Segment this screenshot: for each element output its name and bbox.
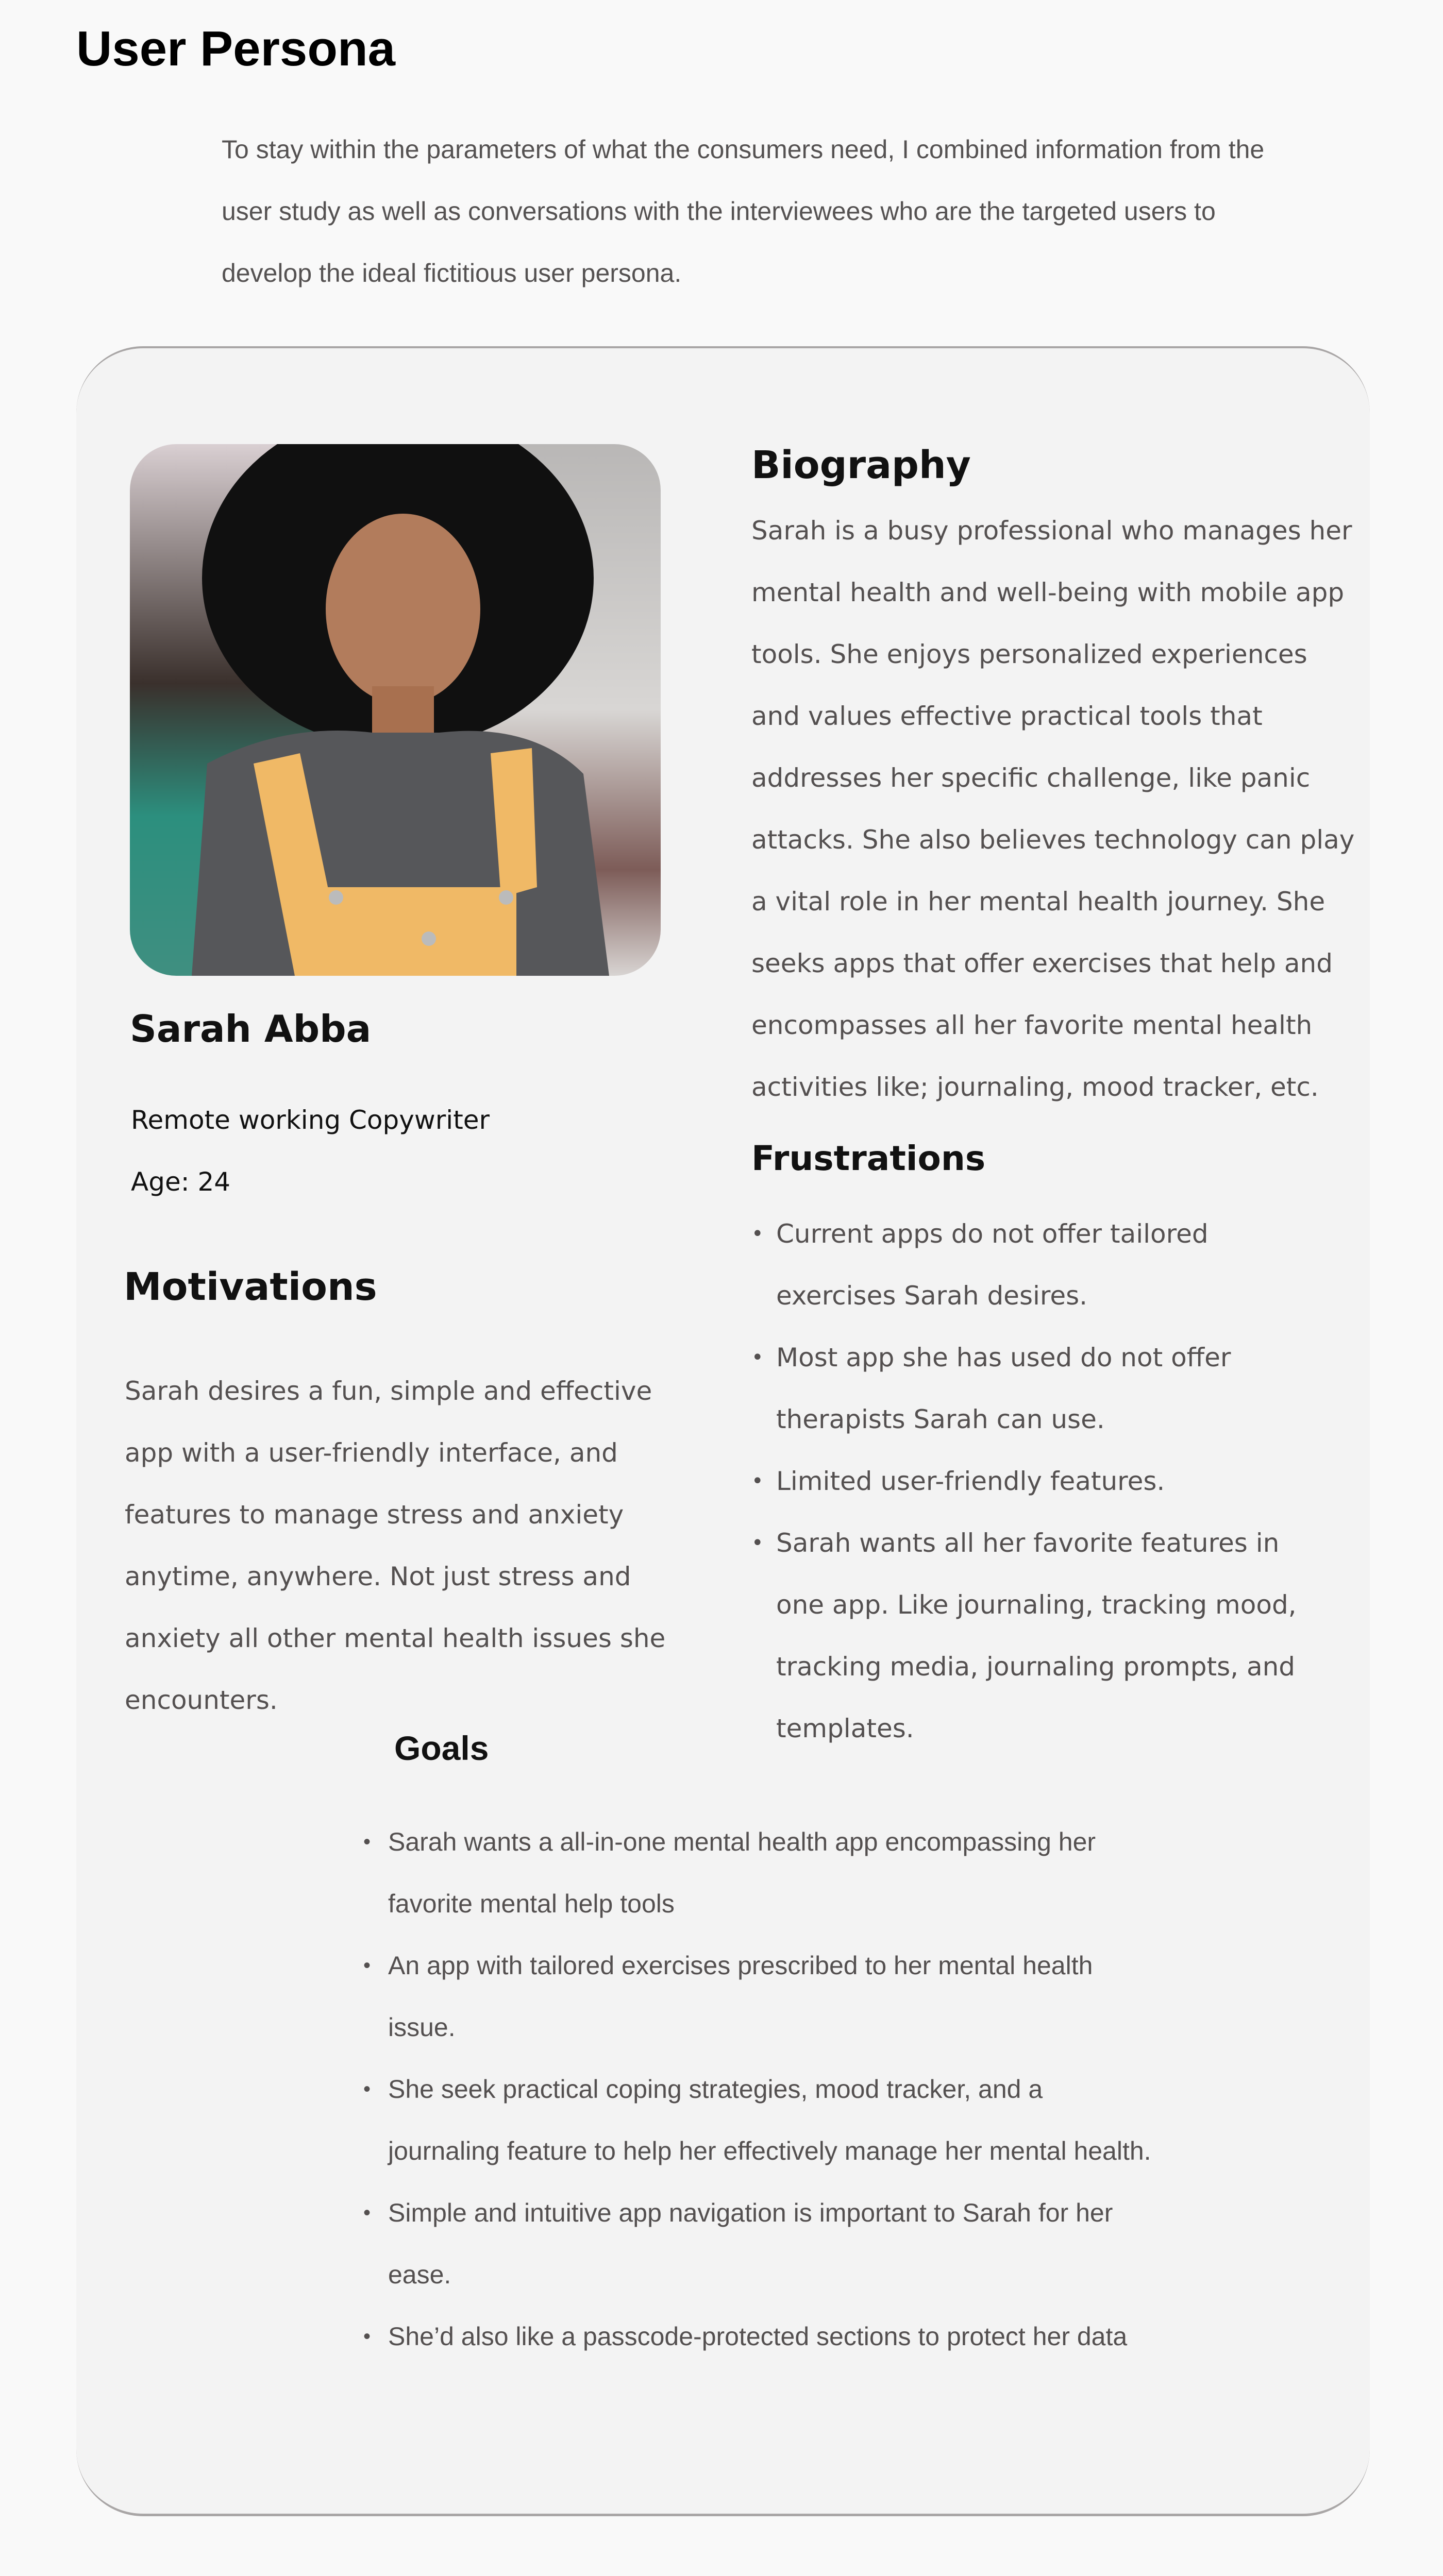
persona-name: Sarah Abba xyxy=(130,1007,372,1050)
bullet-icon: • xyxy=(363,1831,371,1853)
bullet-icon: • xyxy=(363,1954,371,1977)
persona-photo xyxy=(130,444,661,976)
biography-heading: Biography xyxy=(751,443,971,487)
goals-heading: Goals xyxy=(394,1729,489,1767)
face xyxy=(326,514,480,704)
persona-role: Remote working Copywriter xyxy=(131,1105,490,1135)
frustrations-list xyxy=(751,1203,1318,1759)
bullet-icon: • xyxy=(363,2201,371,2224)
list-item-text: Current apps do not offer tailored exercises Sarah desires. xyxy=(776,1219,1209,1311)
bullet-icon: • xyxy=(751,1222,764,1246)
persona-photo-icon xyxy=(130,444,661,976)
list-item xyxy=(751,1512,1318,1759)
bullet-icon: • xyxy=(751,1531,764,1555)
intro-paragraph: To stay within the parameters of what the consumers need, I combined information from the user study as well as conversations with the interviewees who are the targeted users to develop the ideal fictitious user persona. xyxy=(222,135,1265,287)
list-item-text: Simple and intuitive app navigation is important to Sarah for her ease. xyxy=(388,2198,1113,2289)
list-item xyxy=(751,1203,1318,1327)
list-item-text: Most app she has used do not offer therapists Sarah can use. xyxy=(776,1343,1231,1434)
list-item xyxy=(363,2058,1157,2182)
list-item-text: Sarah wants all her favorite features in one app. Like journaling, tracking mood, tracking media, journaling prompts, and templates. xyxy=(776,1528,1297,1743)
motivations-heading: Motivations xyxy=(124,1265,377,1309)
list-item xyxy=(363,1935,1157,2058)
persona-age: Age: 24 xyxy=(131,1167,231,1197)
biography-text: Sarah is a busy professional who manages her mental health and well-being with mobile app tools. She enjoys personalized experiences and values effective practical tools that addresses her specific challenge, like panic attacks. She also believes technology can play a vital role in her mental health journey. She seeks apps that offer exercises that help and encompasses all her favorite mental health activities like; journaling, mood tracker, etc. xyxy=(751,516,1355,1102)
list-item-text: Limited user-friendly features. xyxy=(776,1466,1165,1496)
list-item xyxy=(751,1450,1318,1512)
goals-list xyxy=(363,1811,1157,2367)
list-item xyxy=(363,2182,1157,2306)
frustrations-heading: Frustrations xyxy=(751,1139,986,1178)
bullet-icon: • xyxy=(751,1469,764,1493)
list-item-text: Sarah wants a all-in-one mental health app encompassing her favorite mental help tools xyxy=(388,1827,1096,1918)
list-item-text: She’d also like a passcode-protected sections to protect her data xyxy=(388,2322,1128,2351)
list-item xyxy=(363,2306,1157,2367)
page-title: User Persona xyxy=(76,21,395,76)
list-item xyxy=(751,1327,1318,1450)
list-item-text: An app with tailored exercises prescribed to her mental health issue. xyxy=(388,1951,1093,2042)
bullet-icon: • xyxy=(751,1346,764,1369)
bullet-icon: • xyxy=(363,2078,371,2100)
list-item-text: She seek practical coping strategies, mood tracker, and a journaling feature to help her effectively manage her mental health. xyxy=(388,2075,1151,2165)
bullet-icon: • xyxy=(363,2325,371,2348)
motivations-text: Sarah desires a fun, simple and effective app with a user-friendly interface, and features to manage stress and anxiety anytime, anywhere. Not just stress and anxiety all other mental health issues she encounters. xyxy=(125,1376,666,1715)
list-item xyxy=(363,1811,1157,1935)
